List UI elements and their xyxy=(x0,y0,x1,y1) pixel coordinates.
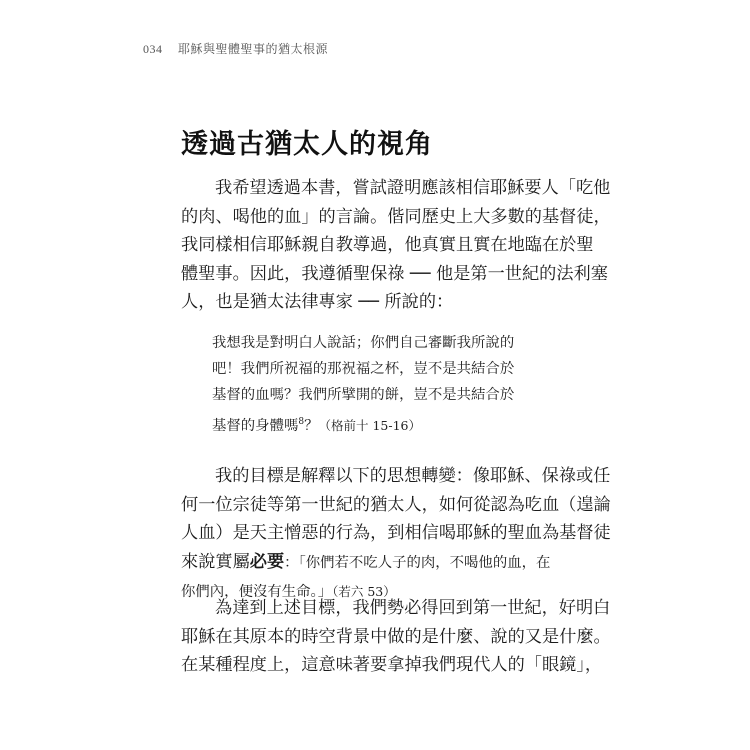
paragraph-line: 我的目標是解釋以下的思想轉變：像耶穌、保祿或任 xyxy=(215,466,611,486)
paragraph-line: 體聖事。因此，我遵循聖保祿 ── 他是第一世紀的法利塞 xyxy=(181,263,608,284)
quote-inline: ：「你們若不吃人子的肉，不喝他的血，在 xyxy=(284,554,551,571)
quote-text: ？ xyxy=(304,417,319,434)
page-number: 034 xyxy=(143,42,163,56)
running-title: 耶穌與聖體聖事的猶太根源 xyxy=(178,42,329,56)
quote-line: 我想我是對明白人說話；你們自己審斷我所說的 xyxy=(212,335,515,351)
paragraph-line: 在某種程度上，這意味著要拿掉我們現代人的「眼鏡」， xyxy=(181,655,603,675)
quote-text: 基督的身體嗎 xyxy=(212,417,299,434)
quote-inline: 你們內，便沒有生命。」 xyxy=(181,584,333,600)
paragraph-intro xyxy=(181,174,611,317)
paragraph-approach xyxy=(181,594,611,680)
scripture-reference: （格前十 15-16） xyxy=(318,417,422,433)
paragraph-line: 人，也是猶太法律專家 ── 所說的： xyxy=(181,292,454,312)
paragraph-line: 的肉、喝他的血」的言論。偕同歷史上大多數的基督徒， xyxy=(181,206,611,227)
paragraph-line: 為達到上述目標，我們勢必得回到第一世紀，好明白 xyxy=(215,598,611,618)
emphasis-text: 必要 xyxy=(249,551,285,572)
line-text: 來說實屬 xyxy=(181,551,250,572)
paragraph-line: 我同樣相信耶穌親自教導過，他真實且實在地臨在於聖 xyxy=(181,235,594,255)
quote-line: 吧！我們所祝福的那祝福之杯，豈不是共結合於 xyxy=(212,361,515,378)
quote-line xyxy=(212,409,542,439)
paragraph-line: 人血）是天主憎惡的行為，到相信喝耶穌的聖血為基督徒 xyxy=(181,523,611,543)
scripture-reference: （若六 53） xyxy=(332,584,396,599)
block-quote xyxy=(212,330,542,439)
page-header xyxy=(143,40,328,57)
paragraph-line xyxy=(181,548,553,578)
paragraph-line: 我希望透過本書，嘗試證明應該相信耶穌要人「吃他 xyxy=(215,178,611,198)
paragraph-goal xyxy=(181,462,611,607)
section-title: 透過古猶太人的視角 xyxy=(181,129,433,160)
quote-line: 基督的血嗎？我們所擘開的餅，豈不是共結合於 xyxy=(212,387,515,404)
footnote-marker: 8 xyxy=(298,416,305,427)
paragraph-line: 何一位宗徒等第一世紀的猶太人，如何從認為吃血（遑論 xyxy=(181,494,611,515)
paragraph-line: 耶穌在其原本的時空背景中做的是什麼、說的又是什麼。 xyxy=(181,626,611,647)
